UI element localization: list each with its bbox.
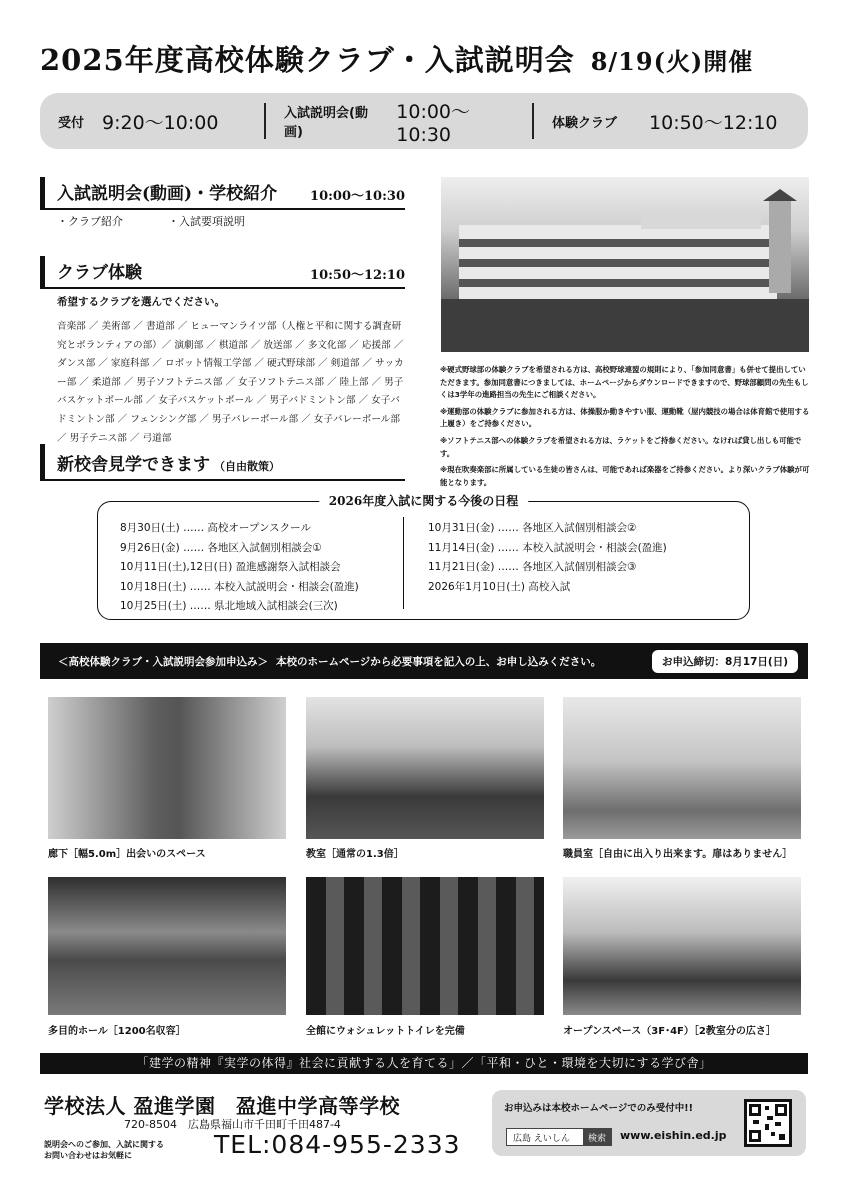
web-note: お申込みは本校ホームページでのみ受付中!!: [504, 1103, 693, 1114]
building-illustration: [441, 177, 809, 352]
schedule-entry: 10月25日(土) …… 県北地域入試相談会(三次): [120, 600, 338, 612]
schedule-entry: 9月26日(金) …… 各地区入試個別相談会①: [120, 541, 322, 554]
briefing-item: ・クラブ紹介: [57, 215, 123, 228]
phone-number: TEL:084-955-2333: [214, 1130, 461, 1159]
schedule-entry: 10月11日(土),12日(日) 盈進感謝祭入試相談会: [120, 561, 341, 573]
club-list: 音楽部 ／ 美術部 ／ 書道部 ／ ヒューマンライツ部（人権と平和に関する調査研究とボランティアの部）／ 演劇部 ／ 棋道部 ／ 放送部 ／ 多文化部 ／ 応援部 ／ ダンス部 ／ 家庭科部 ／ ロボット情報工学部 ／ 硬式野球部 ／ 剣道部 ／ サッカー部 ／ 柔道部 ／ 男子ソフトテニス部 ／ 女子ソフトテニス部 ／ 陸上部 ／ 男子バスケットボール部 ／ 女子バスケットボール ／ 男子バドミントン部 ／ 女子バドミントン部 ／ フェンシング部 ／ 男子バレーボール部 ／ 女子バレーボール部 ／ 男子テニス部 ／ 弓道部: [57, 321, 404, 444]
search-box[interactable]: [506, 1128, 612, 1146]
inquiry-note: 説明会へのご参加、入試に関する お問い合わせはお気軽に: [44, 1140, 164, 1160]
section-campus-heading: 新校舎見学できます （自由散策）: [40, 444, 405, 481]
schedule-entry: 2026年1月10日(土) 高校入試: [428, 580, 571, 593]
club-lead: 希望するクラブを選んでください。: [57, 296, 225, 308]
application-bar: ＜高校体験クラブ・入試説明会参加申込み＞ 本校のホームページから必要事項を記入の上、お申し込みください。 お申込締切：8月17日(日): [40, 643, 808, 679]
schedule-divider: [403, 517, 404, 609]
school-building-photo: [441, 177, 809, 352]
section-club-heading: クラブ体験 10:50～12:10: [40, 256, 405, 289]
schedule-reception: 受付 9:20～10:00: [58, 111, 219, 134]
schedule-entry: 11月21日(金) …… 各地区入試個別相談会③: [428, 561, 637, 573]
classroom-photo: [306, 697, 544, 839]
event-date: 8/19(火)開催: [590, 47, 754, 76]
upcoming-schedule: [97, 494, 750, 620]
photo-caption: 教室［通常の1.3倍］: [306, 849, 404, 860]
deadline-badge: お申込締切：8月17日(日): [652, 650, 798, 673]
schedule-entry: 8月30日(土) …… 高校オープンスクール: [120, 522, 311, 534]
section-briefing-heading: 入試説明会(動画)・学校紹介 10:00～10:30: [40, 177, 405, 210]
school-address: 720-8504 広島県福山市千田町千田487-4: [124, 1118, 341, 1131]
restroom-photo: [306, 877, 544, 1015]
schedule-briefing: 入試説明会(動画) 10:00～10:30: [264, 103, 532, 139]
schedule-right-column: [428, 519, 667, 597]
website-box: [492, 1090, 806, 1156]
schedule-bar: [40, 93, 808, 149]
schedule-entry: 10月18日(土) …… 本校入試説明会・相談会(盈進): [120, 580, 359, 593]
qr-code-icon: [744, 1099, 792, 1147]
participation-notes: ※硬式野球部の体験クラブを希望される方は、高校野球連盟の規則により、「参加同意書」も併せて提出していただきます。参加同意書につきましては、ホームページからダウンロードできますので、野球部顧問の先生もしくは3学年の進路担当の先生にご相談ください。 ※運動部の体験クラブに参加される方は、体操服か動きやすい服、運動靴（屋内競技の場合は体育館で使用する上履き）をご持参ください。 ※ソフトテニス部への体験クラブを希望される方は、ラケットをご持参ください。なければ貸し出しも可能です。 ※現在吹奏楽部に所属している生徒の皆さんは、可能であれば楽器をご持参ください。より深いクラブ体験が可能となります。: [440, 365, 810, 487]
search-input: 広島 えいしん: [513, 1133, 570, 1144]
schedule-entry: 11月14日(金) …… 本校入試説明会・相談会(盈進): [428, 541, 667, 554]
search-button[interactable]: 検索: [583, 1129, 611, 1145]
page-title: 2025年度高校体験クラブ・入試説明会 8/19(火)開催: [40, 43, 754, 77]
schedule-club: 体験クラブ 10:50～12:10: [532, 103, 808, 139]
briefing-item: ・入試要項説明: [168, 215, 245, 228]
school-name: 学校法人 盈進学園 盈進中学高等学校: [44, 1094, 400, 1118]
schedule-entry: 10月31日(金) …… 各地区入試個別相談会②: [428, 522, 637, 534]
website-url[interactable]: www.eishin.ed.jp: [620, 1129, 727, 1142]
schedule-left-column: [120, 519, 359, 617]
photo-caption: 職員室［自由に出入り出来ます。扉はありません］: [563, 849, 793, 860]
photo-caption: オープンスペース（3F･4F）［2教室分の広さ］: [563, 1026, 776, 1037]
staff-room-photo: [563, 697, 801, 839]
school-motto: 「建学の精神『実学の体得』社会に貢献する人を育てる」／「平和・ひと・環境を大切にする学び舎」: [40, 1053, 808, 1074]
schedule-title: 2026年度入試に関する今後の日程: [319, 492, 528, 509]
hall-photo: [48, 877, 286, 1015]
corridor-photo: [48, 697, 286, 839]
photo-caption: 多目的ホール［1200名収容］: [48, 1026, 186, 1037]
photo-caption: 全館にウォシュレットトイレを完備: [306, 1026, 465, 1037]
photo-caption: 廊下［幅5.0m］出会いのスペース: [48, 849, 206, 860]
open-space-photo: [563, 877, 801, 1015]
